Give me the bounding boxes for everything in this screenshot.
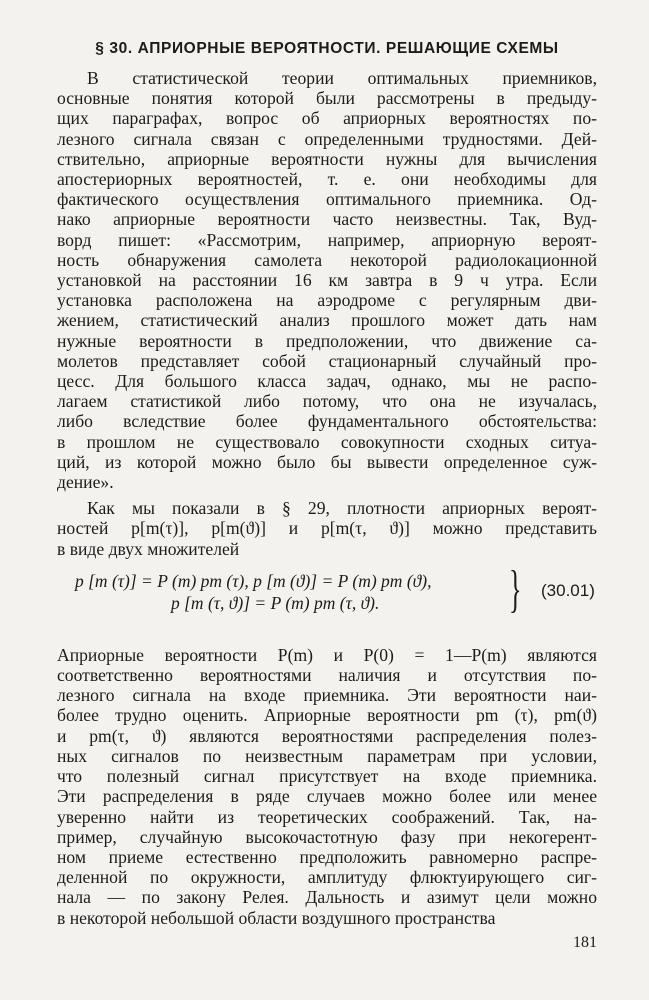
text-line: нала — по закону Релея. Дальность и азимут цели можно	[57, 887, 597, 908]
text-line: более трудно оценить. Априорные вероятности pm (τ), pm(ϑ)	[57, 705, 597, 726]
text-line: фактического осуществления оптимального приемника. Од-	[57, 189, 597, 210]
text-line: дение».	[57, 472, 114, 493]
text-line: нако априорные вероятности часто неизвестны. Так, Вуд-	[57, 209, 597, 230]
text-line: цесс. Для большого класса задач, однако, мы не распо-	[57, 371, 597, 392]
text-line: лезного сигнала связан с определенными трудностями. Дей-	[57, 128, 597, 149]
text-line: нужные вероятности в предположении, что движение са-	[57, 330, 597, 351]
text-line: уверенно найти из теоретических соображений. Так, на-	[57, 806, 597, 827]
page	[57, 40, 597, 928]
text-line: в виде двух множителей	[57, 538, 240, 559]
text-line: щих параграфах, вопрос об априорных вероятностях по-	[57, 108, 597, 129]
equation-number: (30.01)	[541, 580, 595, 600]
text-line: основные понятия которой были рассмотрены в предыду-	[57, 88, 597, 109]
text-line: в прошлом не существовало совокупности сходных ситуа-	[57, 431, 597, 452]
text-line: установкой на расстоянии 16 км завтра в 9 ч утра. Если	[57, 270, 597, 291]
paragraph-3	[57, 645, 597, 928]
page-number: 181	[573, 934, 597, 951]
equation-30-01	[57, 560, 597, 635]
text-line: апостериорных вероятностей, т. е. они необходимы для	[57, 169, 597, 190]
equation-line-2: p [m (τ, ϑ)] = P (m) pm (τ, ϑ).	[171, 592, 380, 613]
text-line: ностей p[m(τ)], p[m(ϑ)] и p[m(τ, ϑ)] можно представить	[57, 518, 597, 539]
text-line: Априорные вероятности P(m) и P(0) = 1—P(m) являются	[57, 644, 597, 665]
text-line: Эти распределения в ряде случаев можно более или менее	[57, 786, 597, 807]
text-line: ствительно, априорные вероятности нужны для вычисления	[57, 148, 597, 169]
text-line: ций, из которой можно было бы вывести определенное суж-	[57, 451, 597, 472]
text-line: деленной по окружности, амплитуду флюктуирующего сиг-	[57, 867, 597, 888]
text-line: лагаем статистикой либо потому, что она не изучалась,	[57, 391, 597, 412]
section-heading: § 30. АПРИОРНЫЕ ВЕРОЯТНОСТИ. РЕШАЮЩИЕ СХЕМЫ	[95, 40, 559, 57]
equation-brace: }	[509, 560, 522, 618]
text-line: установка расположена на аэродроме с регулярным дви-	[57, 290, 597, 311]
text-line: соответственно вероятностями наличия и отсутствия по-	[57, 665, 597, 686]
text-line: Как мы показали в § 29, плотности априорных вероят-	[87, 498, 597, 519]
text-line: жением, статистический анализ прошлого может дать нам	[57, 310, 597, 331]
text-line: ворд пишет: «Рассмотрим, например, априорную вероят-	[57, 229, 597, 250]
paragraph-2	[57, 498, 597, 559]
text-line: и pm(τ, ϑ) являются вероятностями распределения полез-	[57, 725, 597, 746]
text-line: В статистической теории оптимальных приемников,	[87, 68, 597, 88]
text-line: либо вследствие более фундаментального обстоятельства:	[57, 411, 597, 432]
text-line: что полезный сигнал присутствует на входе приемника.	[57, 766, 597, 787]
text-line: молетов представляет собой стационарный случайный про-	[57, 350, 597, 371]
text-line: ном приеме естественно предположить равномерно распре-	[57, 846, 597, 867]
paragraph-1	[57, 68, 597, 492]
equation-line-1: p [m (τ)] = P (m) pm (τ), p [m (ϑ)] = P (m) pm (ϑ),	[75, 570, 432, 591]
text-line: пример, случайную высокочастотную фазу при некогерент-	[57, 826, 597, 847]
text-line: лезного сигнала на входе приемника. Эти вероятности наи-	[57, 685, 597, 706]
text-line: ных сигналов по неизвестным параметрам при условии,	[57, 745, 597, 766]
text-line: ность обнаружения самолета некоторой радиолокационной	[57, 249, 597, 270]
text-line: в некоторой небольшой области воздушного пространства	[57, 907, 496, 928]
